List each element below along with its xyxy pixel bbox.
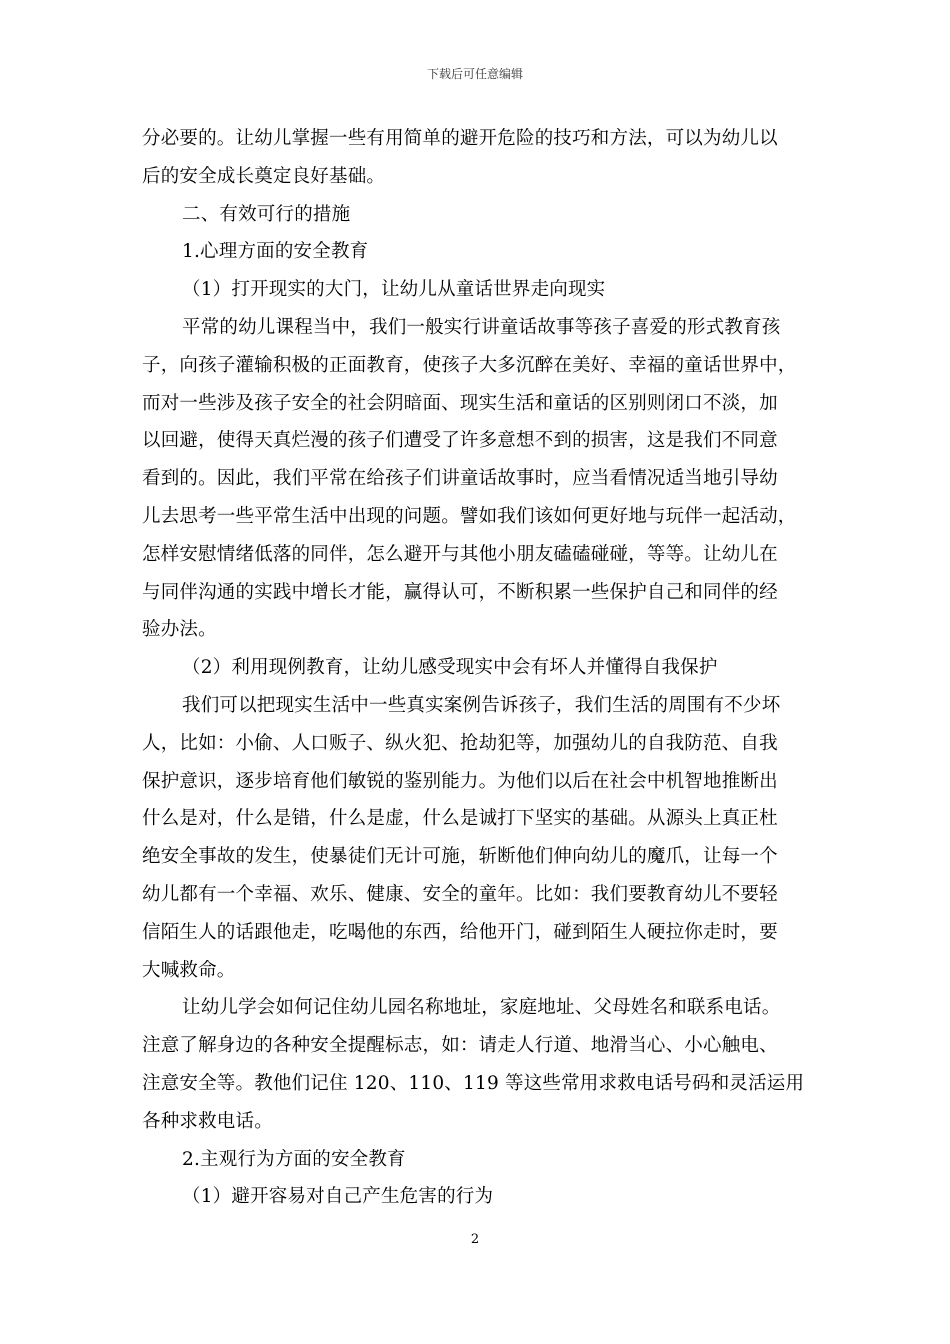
text-line: 以回避，使得天真烂漫的孩子们遭受了许多意想不到的损害，这是我们不同意 bbox=[142, 430, 778, 452]
text-line: 大喊救命。 bbox=[142, 959, 236, 981]
subsection-heading: 1.心理方面的安全教育 bbox=[182, 241, 369, 263]
paragraph-first-line: 平常的幼儿课程当中，我们一般实行讲童话故事等孩子喜爱的形式教育孩 bbox=[182, 316, 781, 338]
text-line: 什么是对，什么是错，什么是虚，什么是诚打下坚实的基础。从源头上真正杜 bbox=[142, 808, 778, 830]
text-line: 信陌生人的话跟他走，吃喝他的东西，给他开门，碰到陌生人硬拉你走时，要 bbox=[142, 921, 778, 943]
subsection-heading: 2.主观行为方面的安全教育 bbox=[182, 1148, 406, 1170]
text-line: 注意安全等。教他们记住 120、110、119 等这些常用求救电话号码和灵活运用 bbox=[142, 1072, 805, 1094]
text-line: 儿去思考一些平常生活中出现的问题。譬如我们该如何更好地与玩伴一起活动， bbox=[142, 505, 797, 527]
text-line: 绝安全事故的发生，使暴徒们无计可施，斩断他们伸向幼儿的魔爪，让每一个 bbox=[142, 846, 778, 868]
item-heading: （2）利用现例教育，让幼儿感受现实中会有坏人并懂得自我保护 bbox=[182, 657, 718, 679]
text-line: 各种求救电话。 bbox=[142, 1110, 273, 1132]
text-line: 而对一些涉及孩子安全的社会阴暗面、现实生活和童话的区别则闭口不淡，加 bbox=[142, 392, 778, 414]
text-line: 注意了解身边的各种安全提醒标志，如：请走人行道、地滑当心、小心触电、 bbox=[142, 1035, 778, 1057]
text-line: 验办法。 bbox=[142, 619, 217, 641]
text-line: 幼儿都有一个幸福、欢乐、健康、安全的童年。比如：我们要教育幼儿不要轻 bbox=[142, 883, 778, 905]
text-line: 分必要的。让幼儿掌握一些有用简单的避开危险的技巧和方法，可以为幼儿以 bbox=[142, 128, 778, 149]
text-line: 怎样安慰情绪低落的同伴，怎么避开与其他小朋友磕磕碰碰，等等。让幼儿在 bbox=[142, 543, 778, 565]
text-line: 子，向孩子灌输积极的正面教育，使孩子大多沉醉在美好、幸福的童话世界中， bbox=[142, 354, 797, 376]
page-header: 下载后可任意编辑 bbox=[426, 67, 523, 81]
text-line: 后的安全成长奠定良好基础。 bbox=[142, 165, 386, 187]
document-body bbox=[142, 120, 810, 1216]
item-heading: （1）打开现实的大门，让幼儿从童话世界走向现实 bbox=[182, 279, 606, 301]
text-line: 与同伴沟通的实践中增长才能，赢得认可，不断积累一些保护自己和同伴的经 bbox=[142, 581, 778, 603]
paragraph-first-line: 我们可以把现实生活中一些真实案例告诉孩子，我们生活的周围有不少坏 bbox=[182, 694, 781, 716]
section-heading: 二、有效可行的措施 bbox=[182, 203, 351, 225]
text-line: 人，比如：小偷、人口贩子、纵火犯、抢劫犯等，加强幼儿的自我防范、自我 bbox=[142, 732, 778, 754]
text-line: 保护意识，逐步培育他们敏锐的鉴别能力。为他们以后在社会中机智地推断出 bbox=[142, 770, 778, 792]
item-heading: （1）避开容易对自己产生危害的行为 bbox=[182, 1186, 494, 1208]
paragraph-first-line: 让幼儿学会如何记住幼儿园名称地址，家庭地址、父母姓名和联系电话。 bbox=[182, 997, 781, 1019]
page-number: 2 bbox=[470, 1232, 480, 1247]
text-line: 看到的。因此，我们平常在给孩子们讲童话故事时，应当看情况适当地引导幼 bbox=[142, 468, 778, 490]
